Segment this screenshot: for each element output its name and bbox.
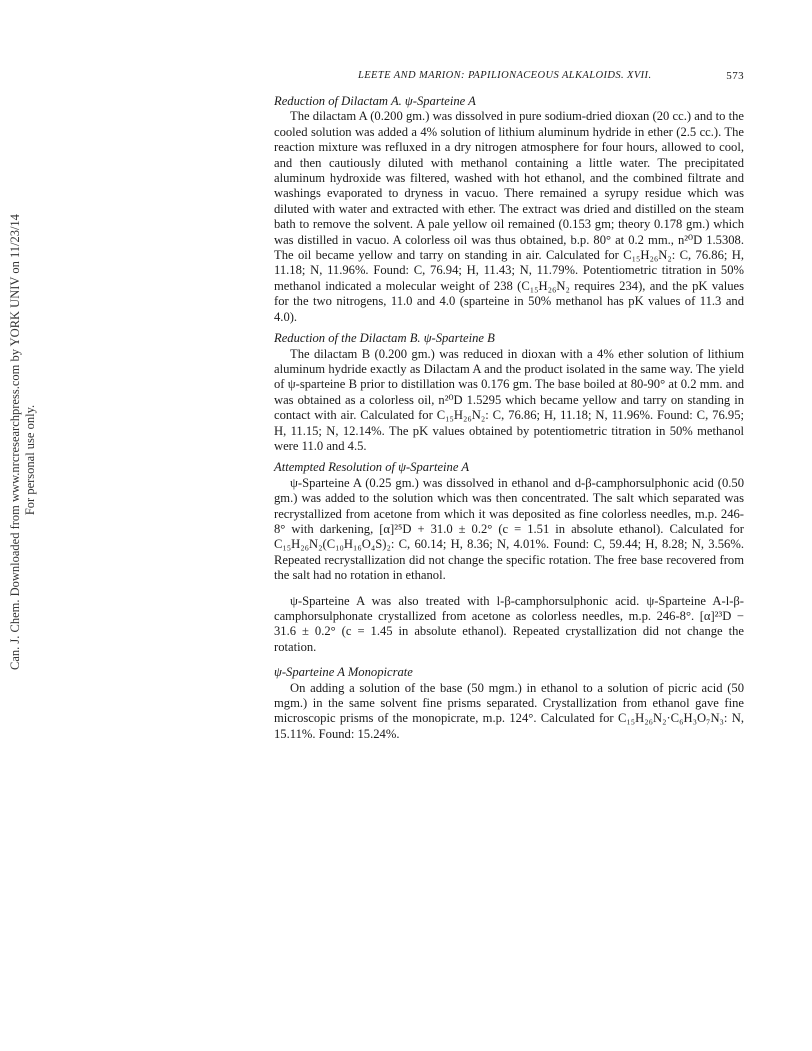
download-watermark [8, 214, 48, 670]
section-heading: Attempted Resolution of ψ-Sparteine A [274, 460, 470, 475]
section-heading: ψ-Sparteine A Monopicrate [274, 665, 413, 680]
running-head [274, 70, 744, 86]
watermark-line-1: Can. J. Chem. Downloaded from www.nrcresearchpress.com by YORK UNIV on 11/23/14 [8, 214, 22, 670]
section-dilactam-b [274, 331, 744, 454]
section-resolution [274, 460, 744, 655]
section-heading: Reduction of Dilactam A. ψ-Sparteine A [274, 94, 476, 108]
paragraph: ψ-Sparteine A was also treated with l-β-camphorsulphonic acid. ψ-Sparteine A-l-β-camphorsulphonate crystallized from acetone as colorless needles, m.p. 246-8°. [α]²³D − 31.6 ± 0.2° (c = 1.45 in absolute ethanol). Repeated crystallization did not change the rotation. [274, 593, 744, 654]
article-body [274, 94, 744, 742]
running-head-title: LEETE AND MARION: PAPILIONACEOUS ALKALOIDS. XVII. [358, 70, 652, 81]
paragraph: ψ-Sparteine A (0.25 gm.) was dissolved in ethanol and d-β-camphorsulphonic acid (0.50 gm.) was added to the solution which was then concentrated. The salt which separated was recrystallized from acetone from which it was deposited as fine colorless needles, m.p. 246-8° with darkening, [α]²⁵D + 31.0 ± 0.2° (c = 1.51 in absolute ethanol). Calculated for C₁₅H₂₆N₂(C₁₀H₁₆O₄S)₂: C, 60.14; H, 8.36; N, 4.01%. Found: C, 59.44; H, 8.28; N, 3.56%. Repeated recrystallization did not change the specific rotation. The free base recovered from the salt had no rotation in ethanol. [274, 475, 744, 583]
paragraph: On adding a solution of the base (50 mgm.) in ethanol to a solution of picric acid (50 mgm.) in the same solvent fine prisms separated. Crystallization from ethanol gave fine microscopic prisms of the monopicrate, m.p. 124°. Calculated for C₁₅H₂₆N₂·C₆H₃O₇N₃: N, 15.11%. Found: 15.24%. [274, 680, 744, 741]
watermark-line-2: For personal use only. [23, 404, 37, 516]
paragraph: The dilactam B (0.200 gm.) was reduced in dioxan with a 4% ether solution of lithium aluminum hydride exactly as Dilactam A and the product isolated in the same way. The yield of ψ-sparteine B prior to distillation was 0.176 gm. The base boiled at 80-90° at 0.2 mm. and was obtained as a colorless oil, n²⁰D 1.5295 which became yellow and tarry on standing in contact with air. Calculated for C₁₅H₂₆N₂: C, 76.86; H, 11.18; N, 11.96%. Found: C, 76.95; H, 11.15; N, 12.14%. The pK values obtained by potentiometric titration in 50% methanol were 11.0 and 4.5. [274, 346, 744, 453]
section-dilactam-a [274, 94, 744, 325]
section-monopicrate [274, 665, 744, 742]
paragraph: The dilactam A (0.200 gm.) was dissolved in pure sodium-dried dioxan (20 cc.) and to the cooled solution was added a 4% solution of lithium aluminum hydride in ether (2.5 cc.). The reaction mixture was refluxed in a dry nitrogen atmosphere for four hours, allowed to cool, and then cautiously diluted with methanol containing a little water. The precipitated aluminum hydroxide was filtered, washed with hot ethanol, and the combined filtrate and washings evaporated to dryness in vacuo. There remained a syrupy residue which was diluted with water and extracted with ether. The extract was dried and distilled on the steam bath to remove the solvent. A pale yellow oil remained (0.153 gm; theory 0.178 gm.) which was distilled in vacuo. A colorless oil was thus obtained, b.p. 80° at 0.2 mm., n²⁰D 1.5308. The oil became yellow and tarry on standing in air. Calculated for C₁₅H₂₆N₂: C, 76.86; H, 11.18; N, 11.96%. Found: C, 76.94; H, 11.43; N, 11.79%. Potentiometric titration in 50% methanol indicated a molecular weight of 238 (C₁₅H₂₆N₂ requires 234), and the pK values for the two nitrogens, 11.0 and 4.0 (sparteine in 50% methanol has pK values of 11.3 and 4.0). [274, 109, 744, 324]
page-number: 573 [726, 70, 744, 82]
section-heading: Reduction of the Dilactam B. ψ-Sparteine B [274, 331, 495, 346]
